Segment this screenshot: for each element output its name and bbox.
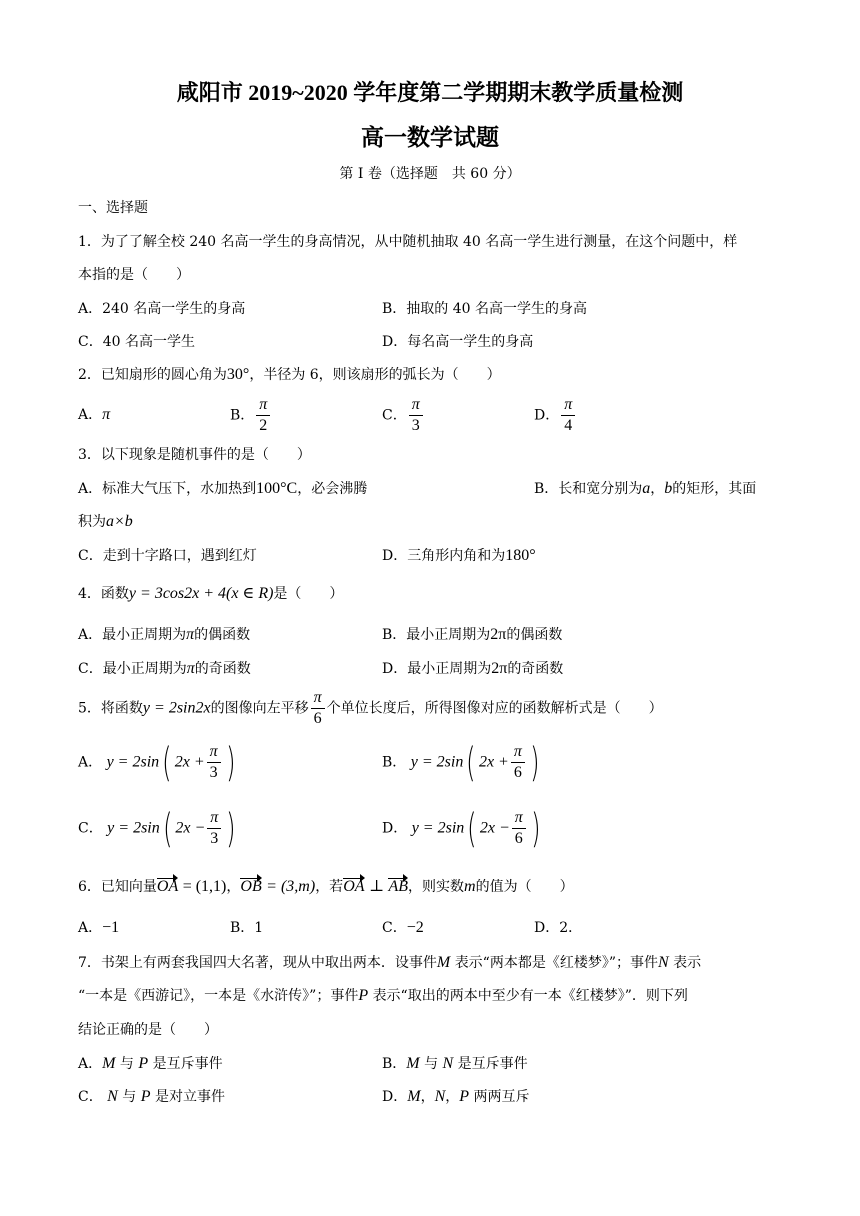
q3-stem: 3．以下现象是随机事件的是（ ） (78, 447, 311, 463)
exam-subject: 高一数学试题 (361, 125, 499, 150)
q6-option-a: A．−1 (78, 919, 120, 936)
q4-option-c: C．最小正周期为π的奇函数 (78, 660, 251, 677)
q4-option-b: B．最小正周期为2π的偶函数 (382, 626, 563, 643)
q2-option-d (534, 395, 577, 436)
q2-angle: 30° (226, 366, 250, 383)
q3-temperature: 100°C (256, 480, 298, 497)
q4-option-d: D．最小正周期为2π的奇函数 (382, 660, 564, 677)
q7-option-d: D．M，N，P 两两互斥 (382, 1088, 530, 1105)
q2-d-label: D． (534, 407, 560, 424)
q5-function: y = 2sin2x (142, 699, 211, 717)
q7-stem-line3: 结论正确的是（ ） (78, 1022, 218, 1038)
q7-option-a: A．M 与 P 是互斥事件 (78, 1055, 223, 1072)
q2-b-label: B． (230, 407, 255, 424)
q1-stem-line2: 本指的是（ ） (78, 267, 190, 283)
q3-option-c: C．走到十字路口，遇到红灯 (78, 548, 257, 564)
q5-option-a: A． y = 2sin( 2x + $\frac{\pi}{3}$ ) (78, 739, 236, 786)
q2-c-label: C． (382, 407, 407, 424)
q5-shift: $\frac{\pi}{6}$ (311, 688, 325, 729)
q2-option-b (230, 395, 272, 436)
q2-d-fraction: $\frac{\pi}{4}$ (561, 395, 575, 436)
q2-option-a (78, 405, 110, 425)
q4-option-a: A．最小正周期为π的偶函数 (78, 626, 251, 643)
q2-c-fraction: $\frac{\pi}{3}$ (409, 395, 423, 436)
q4-stem: 4．函数y = 3cos2x + 4(x ∈ R)是（ ） (78, 585, 344, 602)
exam-title: 咸阳市 2019~2020 学年度第二学期期末教学质量检测 (176, 80, 684, 105)
q1-option-d: D．每名高一学生的身高 (382, 334, 534, 350)
q2-stem (78, 365, 501, 385)
q3-option-d: D．三角形内角和为180° (382, 547, 536, 564)
q1-option-b: B．抽取的 40 名高一学生的身高 (382, 301, 588, 317)
q6-option-b: B．1 (230, 920, 264, 936)
vector-ob: OB (240, 878, 262, 895)
q5-option-c: C． y = 2sin( 2x − $\frac{\pi}{3}$ ) (78, 805, 236, 852)
q5-stem: 5．将函数y = 2sin2x的图像向左平移 $\frac{\pi}{6}$ 个单位长度后，所得图像对应的函数解析式是（ ） (78, 689, 663, 727)
q7-stem-line2: “一本是《西游记》，一本是《水浒传》”；事件P 表示“取出的两本中至少有一本《红楼梦》”．则下列 (78, 987, 688, 1004)
q5-option-b: B． y = 2sin( 2x + $\frac{\pi}{6}$ ) (382, 739, 540, 786)
section-heading: 一、选择题 (78, 200, 148, 216)
q4-function: y = 3cos2x + 4(x ∈ R) (128, 585, 274, 602)
vector-oa: OA (156, 878, 179, 895)
q3-option-b: B．长和宽分别为a，b的矩形，其面 (534, 480, 757, 497)
part-heading: 第 I 卷（选择题 共 60 分） (339, 166, 521, 182)
q2-stem-text: 2．已知扇形的圆心角为 (78, 367, 227, 383)
q2-stem-text2: ，半径为 6，则该扇形的弧长为（ ） (249, 367, 501, 383)
q7-option-c: C． N 与 P 是对立事件 (78, 1088, 225, 1105)
vector-ab: AB (388, 878, 409, 895)
q5-option-d: D． y = 2sin( 2x − $\frac{\pi}{6}$ ) (382, 805, 541, 852)
q1-option-a: A．240 名高一学生的身高 (78, 301, 246, 317)
q7-stem-line1: 7．书架上有两套我国四大名著，现从中取出两本．设事件M 表示“两本都是《红楼梦》”；事件N 表示 (78, 954, 702, 971)
q2-a-label: A． (78, 407, 103, 423)
q2-option-c (382, 395, 425, 436)
q3-option-a: A．标准大气压下，水加热到100°C，必会沸腾 (78, 480, 368, 497)
q3-option-b-cont: 积为a×b (78, 513, 133, 530)
q1-option-c: C．40 名高一学生 (78, 334, 195, 350)
q2-a-value: π (102, 406, 111, 423)
q6-option-c: C．−2 (382, 919, 424, 936)
q2-b-fraction: $\frac{\pi}{2}$ (256, 395, 270, 436)
q6-stem: 6．已知向量OA = (1,1)，OB = (3,m)，若OA ⊥ AB，则实数m的值为（ ） (78, 878, 574, 895)
q1-stem-line1: 1．为了了解全校 240 名高一学生的身高情况，从中随机抽取 40 名高一学生进行测量，在这个问题中，样 (78, 234, 738, 250)
q7-option-b: B．M 与 N 是互斥事件 (382, 1055, 528, 1072)
q6-option-d: D．2． (534, 920, 583, 936)
